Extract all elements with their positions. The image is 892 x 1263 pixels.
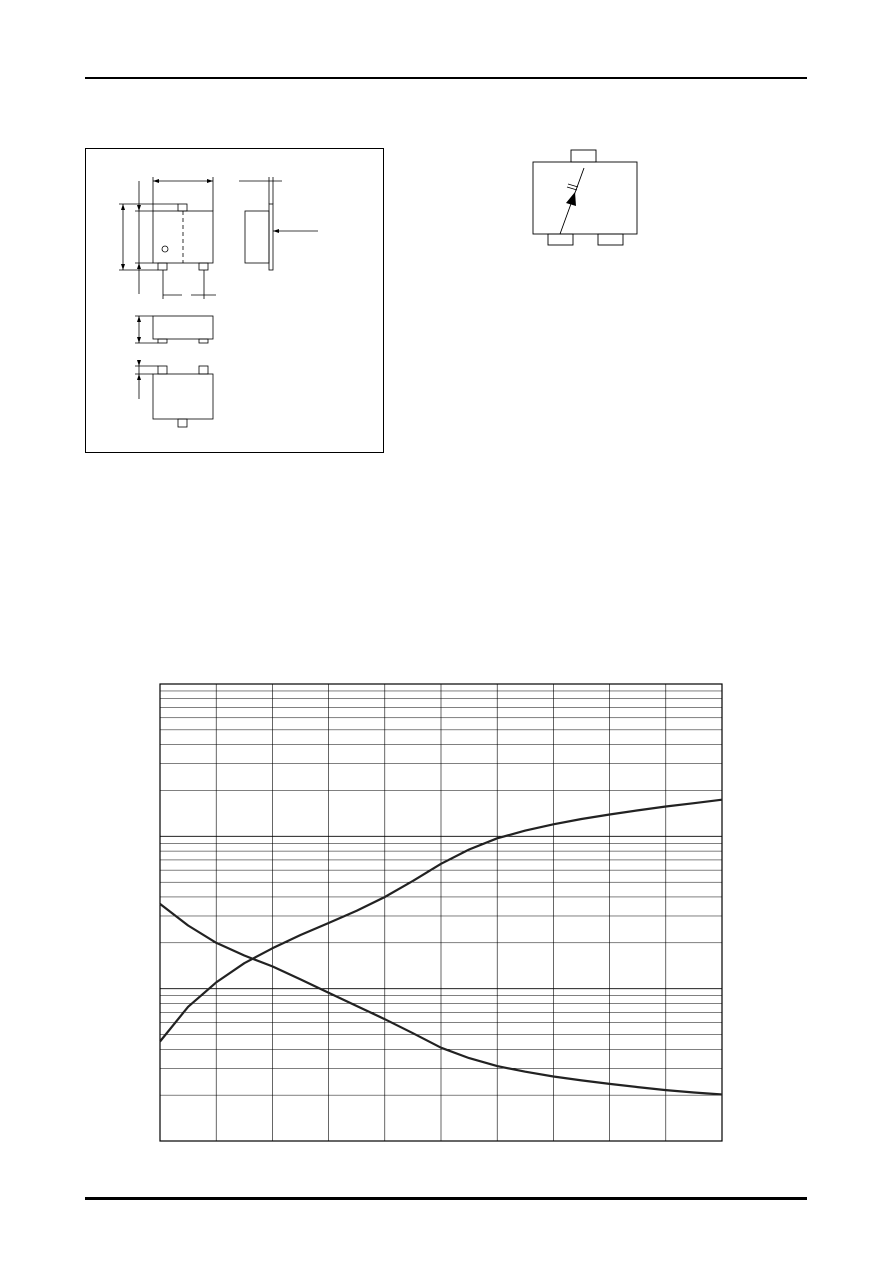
package-outline-drawing [86, 149, 385, 454]
diode-icon [566, 192, 576, 206]
schematic-symbol [530, 148, 640, 248]
footer-rule [85, 1197, 807, 1200]
package-outline-frame [85, 148, 384, 453]
characteristic-chart [160, 684, 722, 1141]
chart-grid [160, 684, 722, 1141]
header-rule [85, 77, 807, 79]
